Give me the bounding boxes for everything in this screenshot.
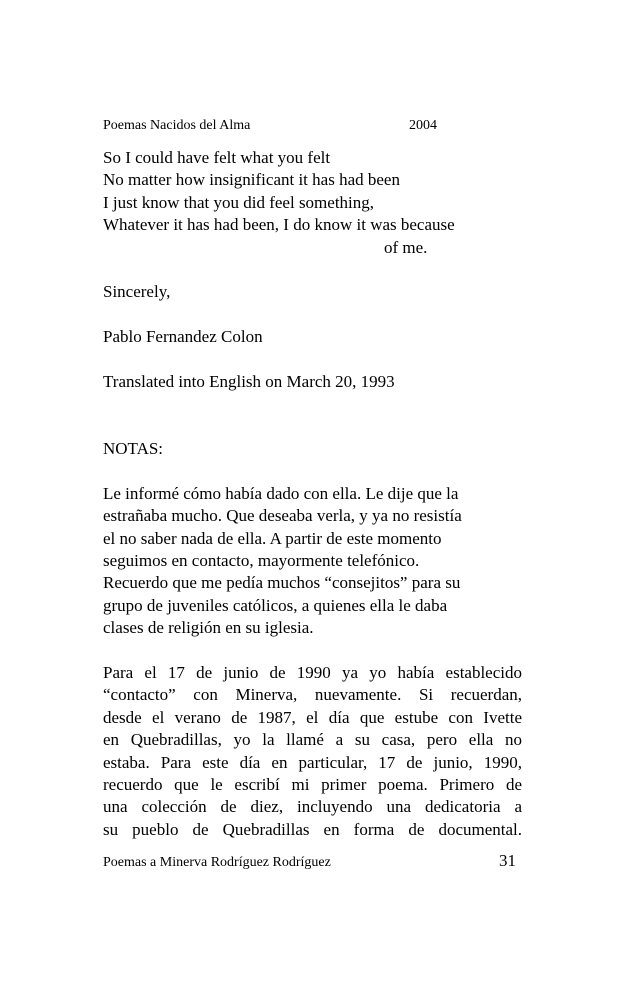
running-footer [103, 851, 521, 871]
paragraph-line: seguimos en contacto, mayormente telefónico. [103, 551, 420, 571]
poem-line: So I could have felt what you felt [103, 148, 331, 167]
footer-title: Poemas a Minerva Rodríguez Rodríguez [103, 855, 331, 870]
poem-line: No matter how insignificant it has had been [103, 170, 400, 190]
paragraph-line: clases de religión en su iglesia. [103, 618, 314, 638]
page-body [103, 147, 522, 841]
poem-last-line: of me. [384, 237, 428, 257]
poem-line: I just know that you did feel something, [103, 192, 375, 212]
paragraph-line: en Quebradillas, yo la llamé a su casa, pero ella no [103, 730, 522, 750]
paragraph-line: el no saber nada de ella. A partir de este momento [103, 528, 442, 548]
page-number: 31 [499, 851, 516, 870]
paragraph-line: desde el verano de 1987, el día que estube con Ivette [103, 707, 522, 727]
paragraph-line: una colección de diez, incluyendo una dedicatoria a [103, 797, 522, 817]
translation-note: Translated into English on March 20, 1993 [103, 371, 395, 391]
notes-heading: NOTAS: [103, 439, 164, 459]
author-name: Pablo Fernandez Colon [103, 327, 263, 347]
header-title: Poemas Nacidos del Alma [103, 118, 251, 133]
poem-line: Whatever it has had been, I do know it was because [103, 215, 455, 235]
header-year: 2004 [409, 118, 437, 133]
paragraph-line: grupo de juveniles católicos, a quienes ella le daba [103, 595, 448, 615]
poem-ending [103, 147, 522, 259]
paragraph-line: estrañaba mucho. Que deseaba verla, y ya no resistía [103, 506, 462, 526]
running-header [103, 118, 521, 134]
paragraph-line: estaba. Para este día en particular, 17 de junio, 1990, [103, 752, 522, 772]
closing: Sincerely, [103, 282, 171, 302]
notes-paragraph-1 [103, 483, 522, 640]
paragraph-line: recuerdo que le escribí mi primer poema. Primero de [103, 774, 522, 794]
paragraph-line: “contacto” con Minerva, nuevamente. Si recuerdan, [103, 685, 522, 705]
paragraph-line: Para el 17 de junio de 1990 ya yo había establecido [103, 663, 522, 682]
paragraph-line: su pueblo de Quebradillas en forma de documental. [103, 819, 522, 839]
notes-paragraph-2 [103, 662, 522, 841]
paragraph-line: Le informé cómo había dado con ella. Le dije que la [103, 483, 459, 503]
paragraph-line: Recuerdo que me pedía muchos “consejitos” para su [103, 573, 461, 593]
